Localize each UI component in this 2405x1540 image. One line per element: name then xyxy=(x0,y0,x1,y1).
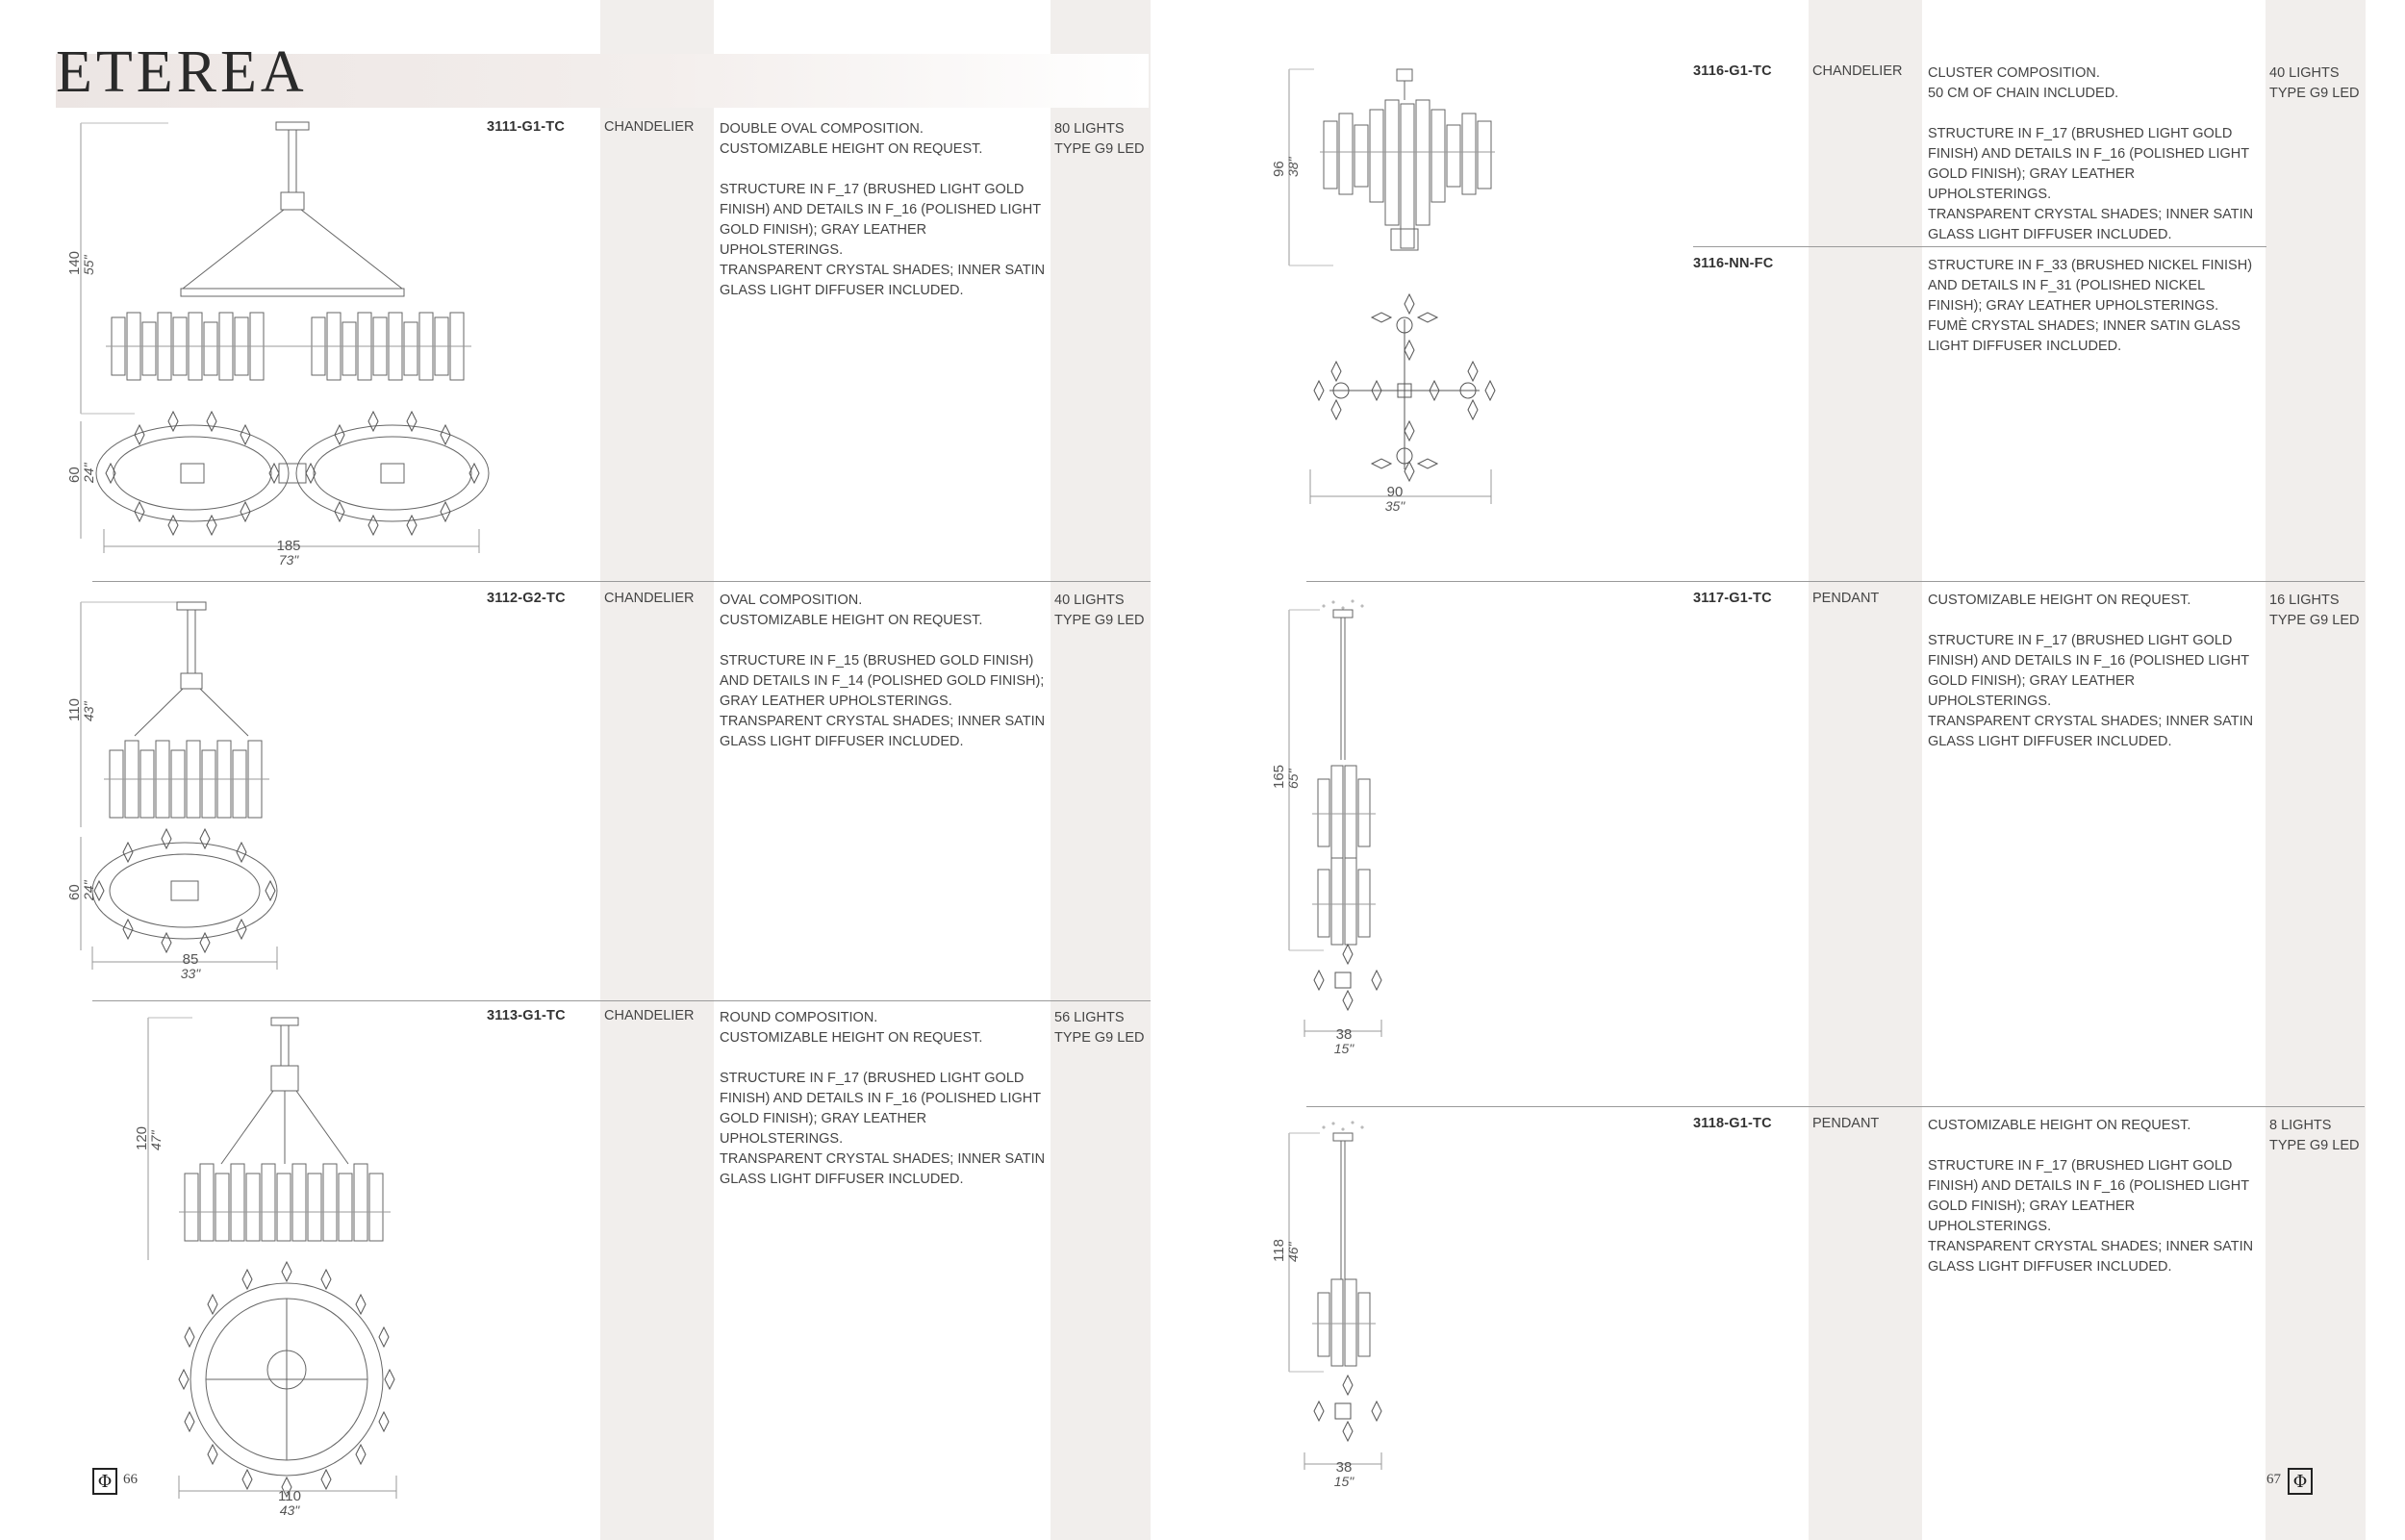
chandelier-3112-elevation-drawing xyxy=(77,596,308,981)
product-lights: 16 LIGHTS TYPE G9 LED xyxy=(2269,593,2360,628)
page-number-right: 67 xyxy=(2266,1472,2281,1487)
dimension-width: 110 43" xyxy=(278,1488,301,1518)
oval-plan-right xyxy=(296,412,489,535)
product-description: CUSTOMIZABLE HEIGHT ON REQUEST. STRUCTURE IN F_17 (BRUSHED LIGHT GOLD FINISH) AND DETAILS IN F_16 (POLISHED LIGHT GOLD FINISH); GRAY LEATHER UPHOLSTERINGS. TRANSPARENT CRYSTAL SHADES; INNER SATIN GLASS LIGHT DIFFUSER INCLUDED. xyxy=(1928,593,2254,749)
product-type: CHANDELIER xyxy=(604,119,695,135)
product-type: CHANDELIER xyxy=(1812,63,1903,79)
product-code: 3113-G1-TC xyxy=(487,1008,566,1023)
product-description: CUSTOMIZABLE HEIGHT ON REQUEST. STRUCTURE IN F_17 (BRUSHED LIGHT GOLD FINISH) AND DETAILS IN F_16 (POLISHED LIGHT GOLD FINISH); GRAY LEATHER UPHOLSTERINGS. TRANSPARENT CRYSTAL SHADES; INNER SATIN GLASS LIGHT DIFFUSER INCLUDED. xyxy=(1928,1118,2254,1275)
dimension-height: 120 47" xyxy=(134,1125,164,1150)
product-code: 3117-G1-TC xyxy=(1693,591,1772,606)
product-code: 3111-G1-TC xyxy=(487,119,565,135)
product-lights: 8 LIGHTS TYPE G9 LED xyxy=(2269,1118,2360,1153)
brand-logo-icon: Φ xyxy=(2288,1468,2313,1495)
dimension-width: 85 33" xyxy=(180,951,201,981)
page-title: ETEREA xyxy=(56,39,308,105)
product-type: PENDANT xyxy=(1812,1116,1880,1131)
dimension-width: 38 15" xyxy=(1333,1026,1354,1056)
dimension-height: 165 65" xyxy=(1271,764,1301,789)
dimension-height: 140 55" xyxy=(66,250,96,275)
dimension-width: 185 73" xyxy=(276,538,301,568)
product-code-variant: 3116-NN-FC xyxy=(1693,256,1774,271)
product-description: OVAL COMPOSITION. CUSTOMIZABLE HEIGHT ON REQUEST. STRUCTURE IN F_15 (BRUSHED GOLD FINISH) AND DETAILS IN F_14 (POLISHED GOLD FINISH); GRAY LEATHER UPHOLSTERINGS. TRANSPARENT CRYSTAL SHADES; INNER SATIN GLASS LIGHT DIFFUSER INCLUDED. xyxy=(720,593,1046,749)
product-type: CHANDELIER xyxy=(604,1008,695,1023)
pendant-plan xyxy=(1314,1376,1381,1441)
product-lights: 80 LIGHTS TYPE G9 LED xyxy=(1054,121,1145,157)
product-code: 3116-G1-TC xyxy=(1693,63,1772,79)
dimension-depth: 60 24" xyxy=(66,463,96,483)
separator-right-2 xyxy=(1306,581,2365,582)
dimension-height: 110 43" xyxy=(66,698,96,721)
product-description: ROUND COMPOSITION. CUSTOMIZABLE HEIGHT ON REQUEST. STRUCTURE IN F_17 (BRUSHED LIGHT GOLD FINISH) AND DETAILS IN F_16 (POLISHED LIGHT GOLD FINISH); GRAY LEATHER UPHOLSTERINGS. TRANSPARENT CRYSTAL SHADES; INNER SATIN GLASS LIGHT DIFFUSER INCLUDED. xyxy=(720,1010,1046,1187)
product-lights: 56 LIGHTS TYPE G9 LED xyxy=(1054,1010,1145,1046)
pendant-plan xyxy=(1314,945,1381,1010)
product-type: PENDANT xyxy=(1812,591,1880,606)
product-lights: 40 LIGHTS TYPE G9 LED xyxy=(1054,593,1145,628)
product-code: 3112-G2-TC xyxy=(487,591,566,606)
separator-right-3 xyxy=(1306,1106,2365,1107)
page-number-left: 66 xyxy=(123,1472,138,1487)
product-type: CHANDELIER xyxy=(604,591,695,606)
right-type-column-band xyxy=(1809,0,1922,1540)
cluster-plan xyxy=(1314,294,1495,481)
product-variant-description: STRUCTURE IN F_33 (BRUSHED NICKEL FINISH) AND DETAILS IN F_31 (POLISHED NICKEL FINISH); GRAY LEATHER UPHOLSTERINGS. FUMÈ CRYSTAL SHADES; INNER SATIN GLASS LIGHT DIFFUSER INCLUDED. xyxy=(1928,258,2253,354)
left-type-column-band xyxy=(600,0,714,1540)
dimension-width: 38 15" xyxy=(1333,1459,1354,1489)
chandelier-3111-elevation-drawing xyxy=(77,115,500,558)
dimension-width: 90 35" xyxy=(1384,484,1405,514)
right-lights-column-band xyxy=(2266,0,2366,1540)
chandelier-3113-elevation-drawing xyxy=(144,1010,423,1510)
dimension-height: 96 38" xyxy=(1271,157,1301,177)
product-code: 3118-G1-TC xyxy=(1693,1116,1772,1131)
chandelier-3116-elevation-drawing xyxy=(1285,65,1516,518)
separator-left-1 xyxy=(92,581,1151,582)
pendant-3117-elevation-drawing xyxy=(1285,596,1401,1058)
dimension-height: 118 46" xyxy=(1271,1239,1301,1262)
left-lights-column-band xyxy=(1051,0,1151,1540)
pendant-3118-elevation-drawing xyxy=(1285,1116,1401,1501)
oval-plan-left xyxy=(96,412,289,535)
product-lights: 40 LIGHTS TYPE G9 LED xyxy=(2269,65,2360,101)
brand-logo-icon: Φ xyxy=(92,1468,117,1495)
separator-left-2 xyxy=(92,1000,1151,1001)
dimension-depth: 60 24" xyxy=(66,880,96,900)
product-description: CLUSTER COMPOSITION. 50 CM OF CHAIN INCLUDED. STRUCTURE IN F_17 (BRUSHED LIGHT GOLD FINISH) AND DETAILS IN F_16 (POLISHED LIGHT GOLD FINISH); GRAY LEATHER UPHOLSTERINGS. TRANSPARENT CRYSTAL SHADES; INNER SATIN GLASS LIGHT DIFFUSER INCLUDED. xyxy=(1928,65,2254,242)
product-description: DOUBLE OVAL COMPOSITION. CUSTOMIZABLE HEIGHT ON REQUEST. STRUCTURE IN F_17 (BRUSHED LIGHT GOLD FINISH) AND DETAILS IN F_16 (POLISHED LIGHT GOLD FINISH); GRAY LEATHER UPHOLSTERINGS. TRANSPARENT CRYSTAL SHADES; INNER SATIN GLASS LIGHT DIFFUSER INCLUDED. xyxy=(720,121,1046,298)
